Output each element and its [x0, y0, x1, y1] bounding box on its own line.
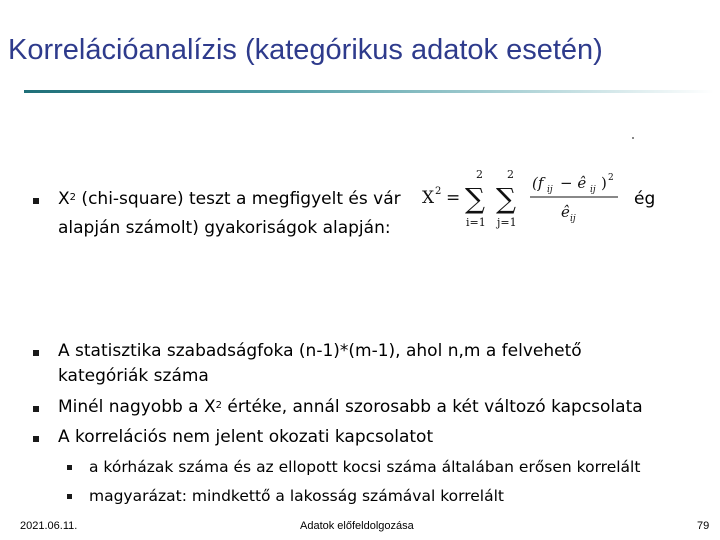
formula-lhs-exponent: 2 [435, 186, 442, 197]
formula-lhs: X [422, 188, 435, 208]
denominator: ê [561, 203, 570, 221]
title-divider [24, 90, 714, 93]
numerator-sub-2: ij [590, 185, 596, 195]
bullet-2-line-2: kategóriák száma [58, 366, 209, 386]
denominator-sub: ij [570, 214, 576, 224]
slide-title: Korrelációanalízis (kategórikus adatok esetén) [8, 34, 603, 66]
bullet-1-line-1-text: (chi-square) teszt a megfigyelt és vár [76, 189, 401, 209]
page-number: 79 [697, 520, 710, 532]
sum1-lower: i=1 [466, 216, 486, 229]
numerator-open: (f [532, 174, 544, 192]
bullet-1-line-1 [58, 188, 401, 211]
numerator-close: ) [601, 174, 607, 192]
bullet-2-line-1: A statisztika szabadságfoka (n-1)*(m-1), ahol n,m a felvehető [58, 341, 582, 361]
footer-title: Adatok előfeldolgozása [300, 520, 414, 532]
chi-exponent: 2 [69, 192, 77, 203]
sub-bullet-2: magyarázat: mindkettő a lakosság számával korrelált [89, 487, 504, 505]
footer-date: 2021.06.11. [20, 520, 78, 532]
sum2-upper: 2 [507, 168, 514, 181]
sub-bullet-1: a kórházak száma és az ellopott kocsi száma általában erősen korrelált [89, 458, 641, 476]
numerator-exponent: 2 [608, 173, 614, 183]
sum1-upper: 2 [476, 168, 483, 181]
sub-bullet-marker-1 [67, 465, 72, 470]
sum1-sigma: ∑ [465, 182, 485, 215]
sum2-lower: j=1 [497, 216, 517, 229]
bullet-1-line-2: alapján számolt) gyakoriságok alapján: [58, 218, 391, 238]
bullet-1-line-1-tail: ég [634, 189, 656, 209]
formula-equals: = [446, 188, 461, 208]
formula-graphic [418, 160, 634, 232]
sum2-sigma: ∑ [496, 182, 516, 215]
bullet-3-post: értéke, annál szorosabb a két változó kapcsolata [222, 397, 643, 417]
bullet-4: A korrelációs nem jelent okozati kapcsolatot [58, 427, 434, 447]
numerator-sub-1: ij [547, 185, 553, 195]
bullet-marker-1 [33, 198, 39, 204]
numerator-minus: − ê [560, 174, 587, 192]
bullet-3-exponent: 2 [215, 400, 223, 411]
bullet-marker-4 [33, 436, 39, 442]
chi-square-formula [418, 160, 634, 232]
bullet-marker-3 [33, 406, 39, 412]
bullet-marker-2 [33, 350, 39, 356]
bullet-3 [58, 396, 643, 419]
chi-symbol: X [58, 189, 70, 209]
bullet-3-pre: Minél nagyobb a X [58, 397, 216, 417]
decorative-dot [632, 137, 634, 139]
sub-bullet-marker-2 [67, 494, 72, 499]
